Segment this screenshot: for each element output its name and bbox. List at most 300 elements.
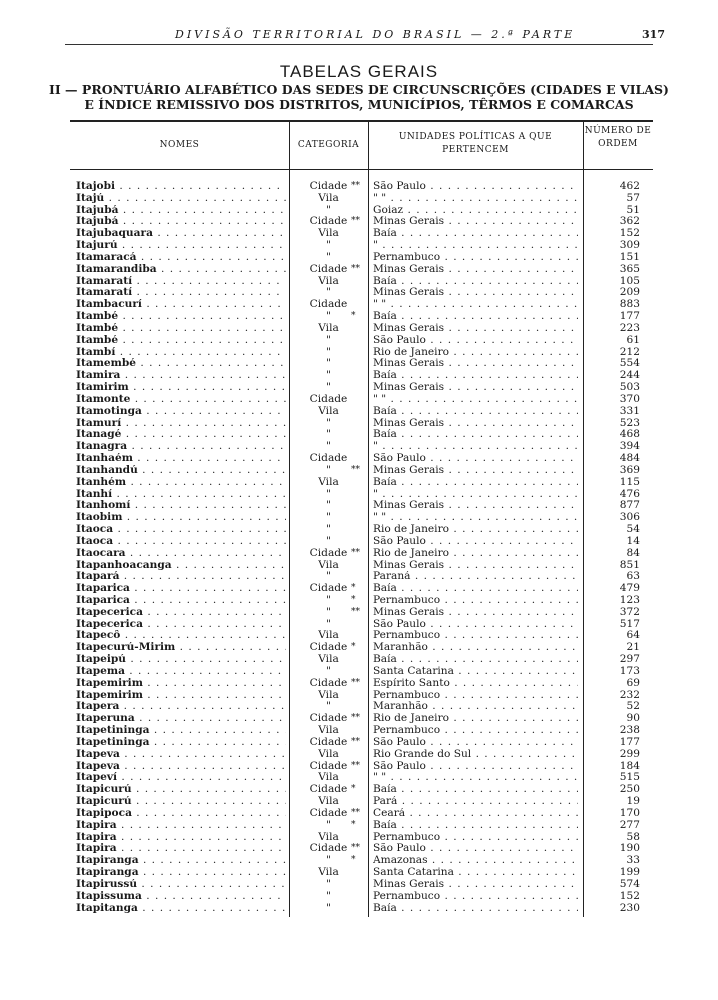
row-asterisks: ** [351,807,360,818]
row-order-number: 105 [619,274,640,287]
row-political-unit: Goiaz . . . [373,205,578,217]
row-category: Vila [318,321,339,334]
row-name: Itapeví . . . [76,772,286,784]
row-name: Itamarandiba . . . [76,264,286,276]
row-order-number: 151 [619,250,640,263]
row-asterisks: ** [351,713,360,724]
row-political-unit: Pará . . . [373,796,578,808]
table-row [70,394,653,406]
row-name: Itamotinga . . . [76,406,286,418]
row-political-unit: São Paulo . . . [373,761,578,773]
table-row [70,264,653,276]
row-category: " [326,664,331,677]
row-category: " [326,286,331,299]
row-name: Itanagra . . . [76,441,286,453]
row-category: " [326,854,331,867]
row-category: " [326,499,331,512]
table-row [70,477,653,489]
row-political-unit: Minas Gerais . . . [373,287,578,299]
row-name: Itapira . . . [76,820,286,832]
row-category: " [326,239,331,252]
row-name: Itaoca . . . [76,524,286,536]
row-name: Itaocara . . . [76,548,286,560]
row-name: Itapera . . . [76,701,286,713]
row-name: Itambacurí . . . [76,299,286,311]
row-order-number: 190 [619,842,640,855]
row-order-number: 57 [626,191,640,204]
table-row [70,370,653,382]
row-asterisks: ** [351,216,360,227]
table-body [70,181,653,914]
row-name: Itapeipú . . . [76,654,286,666]
table-top-rule [70,120,653,122]
row-order-number: 574 [619,877,640,890]
row-order-number: 503 [619,381,640,394]
row-category: Cidade [309,759,348,772]
row-name: Itambí . . . [76,347,286,359]
row-name: Itanagé . . . [76,429,286,441]
row-category: " [326,416,331,429]
row-name: Itamira . . . [76,370,286,382]
table-row [70,347,653,359]
row-name: Itapecerica . . . [76,619,286,631]
row-political-unit: Minas Gerais . . . [373,465,578,477]
row-asterisks: * [351,311,356,322]
row-category: " [326,700,331,713]
table-row [70,761,653,773]
row-political-unit: " . . . [373,441,578,453]
table-row [70,406,653,418]
row-political-unit: Baía . . . [373,820,578,832]
row-name: Itanhomí . . . [76,500,286,512]
row-category: " [326,818,331,831]
row-political-unit: Minas Gerais . . . [373,382,578,394]
row-name: Itajú . . . [76,193,286,205]
table-row [70,630,653,642]
row-category: Cidade [309,546,348,559]
row-political-unit: Pernambuco . . . [373,690,578,702]
row-political-unit: São Paulo . . . [373,335,578,347]
row-name: Itapitanga . . . [76,903,286,915]
row-name: Itapiranga . . . [76,867,286,879]
row-category: " [326,345,331,358]
table-row [70,796,653,808]
row-political-unit: Minas Gerais . . . [373,607,578,619]
row-order-number: 484 [619,452,640,465]
row-category: " [326,428,331,441]
table-row [70,311,653,323]
row-category: " [326,534,331,547]
row-order-number: 51 [626,203,640,216]
row-political-unit: Minas Gerais . . . [373,500,578,512]
row-category: Vila [318,227,339,240]
row-name: Itapiranga . . . [76,855,286,867]
row-name: Itapetininga . . . [76,737,286,749]
row-political-unit: São Paulo . . . [373,619,578,631]
row-category: " [326,523,331,536]
table-row [70,536,653,548]
row-order-number: 123 [619,593,640,606]
row-political-unit: Amazonas . . . [373,855,578,867]
row-order-number: 63 [626,570,640,583]
table-row [70,891,653,903]
row-order-number: 61 [626,333,640,346]
table-row [70,784,653,796]
row-order-number: 309 [619,239,640,252]
row-name: Itanhí . . . [76,489,286,501]
row-order-number: 299 [619,747,640,760]
row-name: Itapemirim . . . [76,678,286,690]
table-row [70,701,653,713]
row-order-number: 244 [619,369,640,382]
table-row [70,749,653,761]
row-order-number: 877 [619,499,640,512]
row-category: " [326,333,331,346]
row-political-unit: Minas Gerais . . . [373,216,578,228]
row-political-unit: Rio de Janeiro . . . [373,524,578,536]
row-political-unit: " . . . [373,240,578,252]
row-asterisks: * [351,594,356,605]
row-political-unit: São Paulo . . . [373,453,578,465]
row-category: Vila [318,866,339,879]
row-order-number: 250 [619,783,640,796]
row-order-number: 177 [619,735,640,748]
column-header-unidades: UNIDADES POLÍTICAS A QUE PERTENCEM [398,132,553,155]
row-name: Itapipoca . . . [76,808,286,820]
row-order-number: 52 [626,700,640,713]
row-order-number: 58 [626,830,640,843]
table-row [70,418,653,430]
row-order-number: 33 [626,854,640,867]
row-political-unit: Maranhão . . . [373,701,578,713]
row-category: Vila [318,795,339,808]
row-category: Vila [318,629,339,642]
table-row [70,500,653,512]
row-political-unit: Minas Gerais . . . [373,560,578,572]
row-name: Itajubaquara . . . [76,228,286,240]
row-order-number: 370 [619,392,640,405]
row-name: Itamonte . . . [76,394,286,406]
table-row [70,276,653,288]
row-name: Itapeva . . . [76,761,286,773]
row-category: Cidade [309,298,348,311]
table-row [70,571,653,583]
row-category: " [326,440,331,453]
running-head [65,28,665,44]
row-name: Itamirim . . . [76,382,286,394]
row-category: " [326,487,331,500]
row-name: Itaobim . . . [76,512,286,524]
row-category: Cidade [309,806,348,819]
table-row [70,453,653,465]
table-row [70,654,653,666]
section-subtitle-line-2: E ÍNDICE REMISSIVO DOS DISTRITOS, MUNICÍPIOS, TÊRMOS E COMARCAS [84,97,634,112]
table-row [70,666,653,678]
table-row [70,287,653,299]
row-political-unit: Baía . . . [373,370,578,382]
row-category: " [326,381,331,394]
row-political-unit: Pernambuco . . . [373,832,578,844]
row-order-number: 209 [619,286,640,299]
row-political-unit: Minas Gerais . . . [373,264,578,276]
row-order-number: 177 [619,310,640,323]
row-asterisks: ** [351,736,360,747]
table-row [70,820,653,832]
row-name: Itapemirim . . . [76,690,286,702]
row-order-number: 479 [619,582,640,595]
row-order-number: 365 [619,262,640,275]
row-order-number: 90 [626,712,640,725]
row-asterisks: ** [351,547,360,558]
row-political-unit: Pernambuco . . . [373,891,578,903]
row-political-unit: Rio Grande do Sul . . . [373,749,578,761]
row-political-unit: Baía . . . [373,406,578,418]
page-number: 317 [642,28,665,41]
table-row [70,583,653,595]
row-name: Itanhém . . . [76,477,286,489]
row-category: Cidade [309,783,348,796]
row-order-number: 173 [619,664,640,677]
page-title: TABELAS GERAIS [279,62,439,81]
row-category: Cidade [309,712,348,725]
row-political-unit: Minas Gerais . . . [373,323,578,335]
row-order-number: 64 [626,629,640,642]
row-political-unit: Pernambuco . . . [373,725,578,737]
row-order-number: 476 [619,487,640,500]
row-name: Itapicurú . . . [76,796,286,808]
row-category: Vila [318,724,339,737]
row-name: Itapira . . . [76,832,286,844]
row-name: Itanhaém . . . [76,453,286,465]
row-political-unit: Baía . . . [373,903,578,915]
row-order-number: 212 [619,345,640,358]
row-name: Itamaracá . . . [76,252,286,264]
row-order-number: 523 [619,416,640,429]
table-header-rule [70,169,653,170]
row-category: " [326,617,331,630]
row-political-unit: Minas Gerais . . . [373,358,578,370]
row-political-unit: " " . . . [373,512,578,524]
row-name: Itambé . . . [76,311,286,323]
row-political-unit: Baía . . . [373,311,578,323]
row-asterisks: * [351,855,356,866]
table-row [70,855,653,867]
row-asterisks: * [351,583,356,594]
column-header-nomes: NOMES [159,140,200,150]
row-political-unit: " " . . . [373,193,578,205]
table-row [70,867,653,879]
row-order-number: 554 [619,357,640,370]
row-order-number: 306 [619,511,640,524]
row-political-unit: Rio de Janeiro . . . [373,347,578,359]
row-political-unit: Baía . . . [373,583,578,595]
row-political-unit: São Paulo . . . [373,181,578,193]
row-category: " [326,901,331,914]
row-name: Itaparica . . . [76,595,286,607]
table-row [70,772,653,784]
row-political-unit: " . . . [373,489,578,501]
row-name: Itajubá . . . [76,205,286,217]
column-header-numero: NÚMERO DE ORDEM [584,126,652,149]
row-asterisks: ** [351,464,360,475]
row-order-number: 331 [619,404,640,417]
row-category: " [326,357,331,370]
row-category: Cidade [309,735,348,748]
row-category: " [326,250,331,263]
row-name: Itamaratí . . . [76,287,286,299]
row-order-number: 851 [619,558,640,571]
row-category: " [326,570,331,583]
table-row [70,642,653,654]
row-order-number: 84 [626,546,640,559]
row-order-number: 238 [619,724,640,737]
table-row [70,465,653,477]
row-order-number: 468 [619,428,640,441]
row-category: Vila [318,747,339,760]
row-political-unit: Baía . . . [373,654,578,666]
row-asterisks: * [351,819,356,830]
row-name: Itaperuna . . . [76,713,286,725]
table-row [70,489,653,501]
row-category: Vila [318,830,339,843]
row-asterisks: ** [351,677,360,688]
row-category: Cidade [309,215,348,228]
row-name: Itaoca . . . [76,536,286,548]
row-category: Cidade [309,641,348,654]
row-order-number: 883 [619,298,640,311]
row-political-unit: Santa Catarina . . . [373,666,578,678]
table-row [70,560,653,572]
row-name: Itamembé . . . [76,358,286,370]
row-name: Itamaratí . . . [76,276,286,288]
row-name: Itapecurú-Mirim . . . [76,642,286,654]
row-name: Itapeva . . . [76,749,286,761]
table-row [70,358,653,370]
row-political-unit: Minas Gerais . . . [373,879,578,891]
running-title: DIVISÃO TERRITORIAL DO BRASIL — 2.ª PARTE [175,28,576,41]
table-row [70,737,653,749]
table-row [70,832,653,844]
table-row [70,216,653,228]
row-order-number: 19 [626,795,640,808]
row-political-unit: Minas Gerais . . . [373,418,578,430]
row-order-number: 69 [626,676,640,689]
row-category: Cidade [309,842,348,855]
table-row [70,323,653,335]
row-category: Cidade [309,262,348,275]
row-political-unit: Baía . . . [373,429,578,441]
row-political-unit: Baía . . . [373,477,578,489]
table-row [70,808,653,820]
row-political-unit: Rio de Janeiro . . . [373,548,578,560]
row-political-unit: Santa Catarina . . . [373,867,578,879]
row-order-number: 517 [619,617,640,630]
row-name: Itajubá . . . [76,216,286,228]
row-political-unit: Baía . . . [373,276,578,288]
row-category: Vila [318,191,339,204]
table-row [70,512,653,524]
row-category: Cidade [309,452,348,465]
row-asterisks: * [351,642,356,653]
row-order-number: 115 [619,475,640,488]
table-row [70,619,653,631]
row-political-unit: Pernambuco . . . [373,630,578,642]
row-order-number: 184 [619,759,640,772]
row-category: " [326,889,331,902]
row-order-number: 223 [619,321,640,334]
row-political-unit: São Paulo . . . [373,737,578,749]
row-category: Vila [318,558,339,571]
row-category: " [326,605,331,618]
row-order-number: 21 [626,641,640,654]
row-political-unit: Baía . . . [373,784,578,796]
row-category: Cidade [309,392,348,405]
row-name: Itajurú . . . [76,240,286,252]
row-name: Itapecô . . . [76,630,286,642]
table-row [70,548,653,560]
row-order-number: 515 [619,771,640,784]
table-row [70,690,653,702]
row-political-unit: Paraná . . . [373,571,578,583]
table-row [70,595,653,607]
header-rule [65,44,653,45]
table-row [70,879,653,891]
row-name: Itajobi . . . [76,181,286,193]
row-political-unit: Ceará . . . [373,808,578,820]
row-order-number: 152 [619,227,640,240]
row-name: Itapicurú . . . [76,784,286,796]
row-name: Itapirussú . . . [76,879,286,891]
row-name: Itamurí . . . [76,418,286,430]
row-political-unit: " " . . . [373,772,578,784]
row-political-unit: Maranhão . . . [373,642,578,654]
table-row [70,205,653,217]
table-row [70,524,653,536]
row-order-number: 394 [619,440,640,453]
row-order-number: 372 [619,605,640,618]
row-name: Itapará . . . [76,571,286,583]
table-row [70,181,653,193]
row-order-number: 362 [619,215,640,228]
row-political-unit: Rio de Janeiro . . . [373,713,578,725]
registry-table [70,120,653,917]
row-order-number: 297 [619,653,640,666]
row-name: Itanhandú . . . [76,465,286,477]
row-name: Itapissuma . . . [76,891,286,903]
row-political-unit: Pernambuco . . . [373,252,578,264]
row-category: Vila [318,653,339,666]
row-category: Cidade [309,180,348,192]
row-order-number: 170 [619,806,640,819]
table-row [70,335,653,347]
row-order-number: 232 [619,688,640,701]
row-category: Cidade [309,676,348,689]
row-category: " [326,511,331,524]
column-header-categoria: CATEGORIA [297,140,360,150]
row-order-number: 277 [619,818,640,831]
row-political-unit: São Paulo . . . [373,536,578,548]
section-subtitle-line-1: II — PRONTUÁRIO ALFABÉTICO DAS SEDES DE CIRCUNSCRIÇÕES (CIDADES E VILAS) [49,82,669,97]
row-category: " [326,593,331,606]
table-row [70,429,653,441]
row-category: Vila [318,274,339,287]
table-row [70,903,653,915]
row-name: Itapema . . . [76,666,286,678]
row-category: " [326,310,331,323]
row-order-number: 54 [626,523,640,536]
row-asterisks: ** [351,263,360,274]
row-name: Itapecerica . . . [76,607,286,619]
